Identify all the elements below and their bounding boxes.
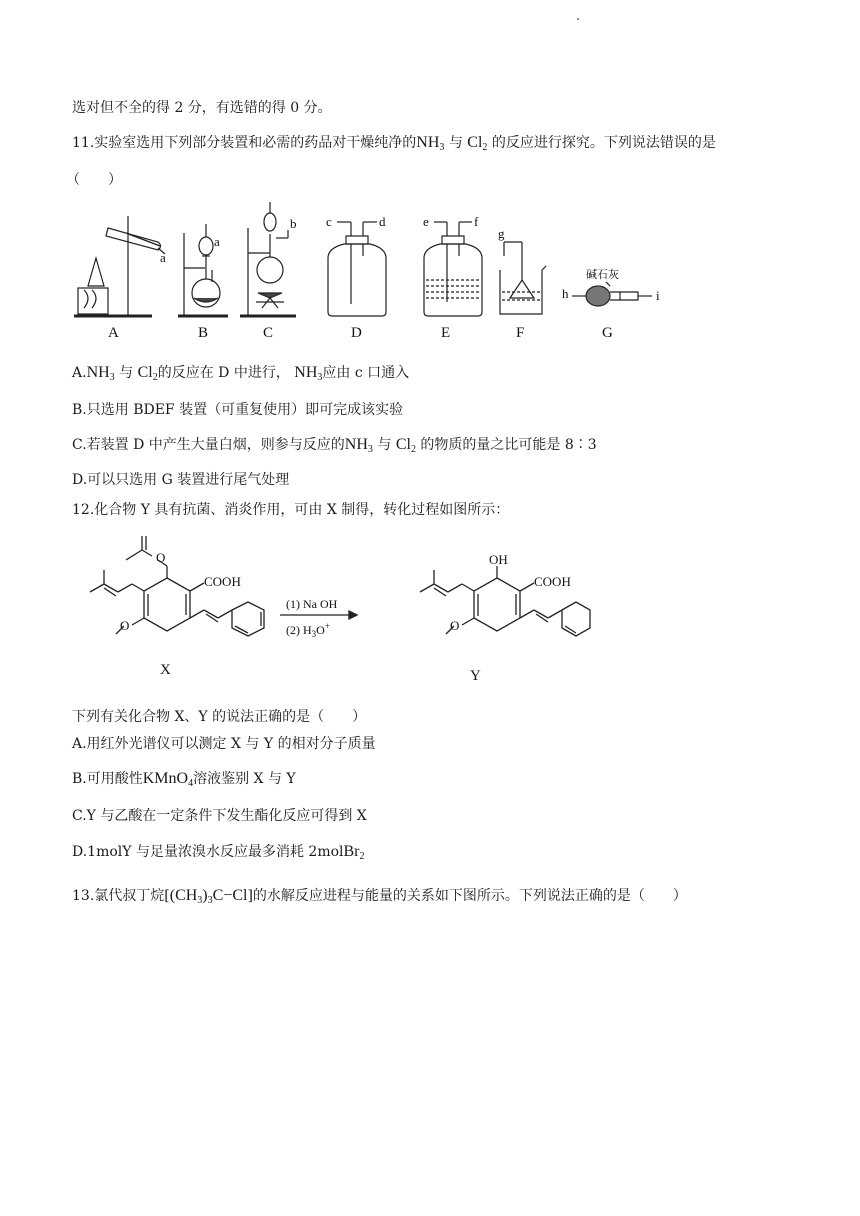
- compound-x-label: X: [160, 662, 171, 678]
- q10-tail: 选对但不全的得 2 分，有选错的得 0 分。: [72, 100, 332, 116]
- reagent-step-1: (1) Na OH: [286, 597, 338, 611]
- port-label-e: e: [423, 214, 429, 229]
- q12-stem: 12.化合物 Y 具有抗菌、消炎作用，可由 X 制得，转化过程如图所示：: [72, 502, 510, 518]
- svg-text:O: O: [450, 618, 460, 633]
- soda-lime-label: 碱石灰: [586, 269, 619, 281]
- q12-option-c: C.Y 与乙酸在一定条件下发生酯化反应可得到 X: [72, 808, 367, 824]
- q11-apparatus-figure: [70, 198, 690, 343]
- q13-stem: 13.氯代叔丁烷$[(CH_3)_3C-Cl]$的水解反应进程与能量的关系如下图所示。下列说法正确的是（ ）: [72, 887, 687, 906]
- reagent-step-2: (2) $H_3O^+$: [286, 621, 330, 639]
- port-label-b: b: [290, 216, 297, 231]
- scan-dot: [577, 18, 579, 20]
- x-cooh-label: COOH: [204, 574, 241, 589]
- q12-reaction-scheme: [72, 530, 592, 690]
- port-label-f: f: [474, 214, 479, 229]
- y-cooh-label: COOH: [534, 574, 571, 589]
- port-label-d: d: [379, 214, 386, 229]
- port-label-h: h: [562, 286, 569, 301]
- apparatus-label-c: C: [263, 325, 274, 341]
- apparatus-label-b: B: [198, 325, 209, 341]
- q11-option-a: $A.NH_3$ 与 $Cl_2$的反应在 D 中进行， $NH_3$应由 c 口通入: [72, 364, 410, 383]
- q11-option-b: B.只选用 BDEF 装置（可重复使用）即可完成该实验: [72, 402, 404, 418]
- q11-option-c: C.若装置 D 中产生大量白烟，则参与反应的$NH_3$ 与 $Cl_2$ 的物质的量之比可能是 8∶3: [72, 436, 597, 455]
- svg-text:O: O: [156, 550, 166, 565]
- apparatus-label-d: D: [351, 325, 362, 341]
- port-label-i: i: [656, 288, 660, 303]
- apparatus-label-e: E: [441, 325, 451, 341]
- port-label-a-A: a: [160, 250, 166, 265]
- q11-stem: 11.实验室选用下列部分装置和必需的药品对干燥纯净的$NH_3$ 与 $Cl_2$ 的反应进行探究。下列说法错误的是: [72, 134, 716, 153]
- q11-answer-paren: （ ）: [66, 172, 122, 188]
- apparatus-label-a: A: [108, 325, 119, 341]
- compound-y-label: Y: [470, 668, 481, 684]
- svg-text:O: O: [120, 618, 130, 633]
- apparatus-label-f: F: [516, 325, 525, 341]
- port-label-a-B: a: [214, 234, 220, 249]
- port-label-g: g: [498, 226, 505, 241]
- q11-option-d: D.可以只选用 G 装置进行尾气处理: [72, 472, 290, 488]
- q12-option-d: D.1molY 与足量浓溴水反应最多消耗 2molBr$_2$: [72, 843, 365, 862]
- apparatus-label-g: G: [602, 325, 613, 341]
- port-label-c: c: [326, 214, 332, 229]
- q12-question: 下列有关化合物 X、Y 的说法正确的是（ ）: [72, 709, 367, 725]
- q12-option-b: B.可用酸性KMnO$_4$溶液鉴别 X 与 Y: [72, 770, 296, 789]
- y-oh-label: OH: [489, 552, 508, 567]
- q12-option-a: A.用红外光谱仪可以测定 X 与 Y 的相对分子质量: [72, 736, 376, 752]
